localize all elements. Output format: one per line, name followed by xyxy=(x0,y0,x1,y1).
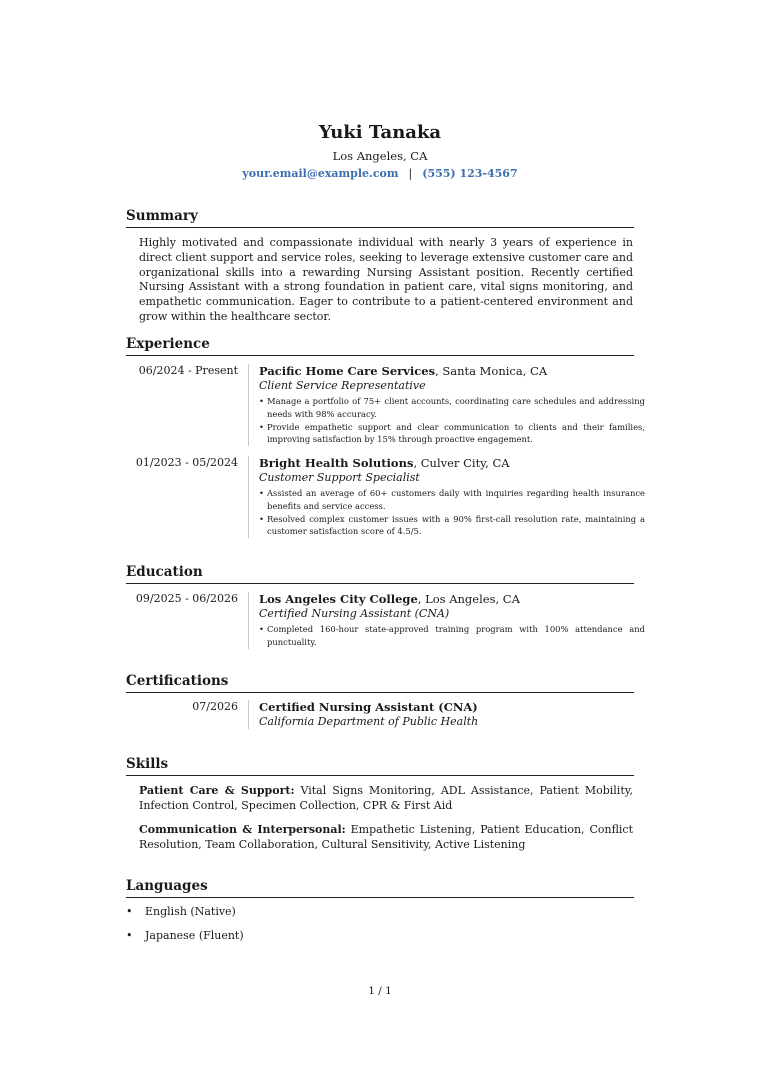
section-title-education: Education xyxy=(126,564,634,584)
entry-date: 09/2025 - 06/2026 xyxy=(135,592,238,605)
bullet: • xyxy=(126,905,133,918)
entry-date: 01/2023 - 05/2024 xyxy=(135,456,238,469)
entry-body xyxy=(248,592,645,649)
entry-org xyxy=(259,592,645,607)
candidate-location: Los Angeles, CA xyxy=(332,149,428,163)
entry-date: 07/2026 xyxy=(192,700,238,713)
list-item xyxy=(126,905,236,918)
org-name: Pacific Home Care Services xyxy=(259,364,436,378)
list-item: • Provide empathetic support and clear communication to clients and their families, improving satisfaction by 15% through proactive engagement. xyxy=(259,421,645,447)
entry-role: Certified Nursing Assistant (CNA) xyxy=(259,607,450,620)
cert-name: Certified Nursing Assistant (CNA) xyxy=(259,700,478,714)
language-name: English (Native) xyxy=(145,905,236,918)
language-name: Japanese (Fluent) xyxy=(145,929,244,942)
page-number: 1 / 1 xyxy=(368,985,392,997)
skill-label: Patient Care & Support: xyxy=(139,784,295,797)
entry-bullets xyxy=(259,623,645,649)
entry-bullets xyxy=(259,395,645,446)
list-item: • Assisted an average of 60+ customers daily with inquiries regarding health insurance benefits and service access. xyxy=(259,487,645,513)
entry-body xyxy=(248,456,645,538)
list-item: • Manage a portfolio of 75+ client accounts, coordinating care schedules and addressing needs with 98% accuracy. xyxy=(259,395,645,421)
list-item: • Completed 160-hour state-approved training program with 100% attendance and punctuality. xyxy=(259,623,645,649)
section-title-experience: Experience xyxy=(126,336,634,356)
skill-list: Empathetic Listening, Patient Education, Conflict Resolution, Team Collaboration, Cultural Sensitivity, Active Listening xyxy=(139,823,633,851)
bullet: • xyxy=(126,929,133,942)
entry-org xyxy=(259,456,645,471)
summary-text: Highly motivated and compassionate individual with nearly 3 years of experience in direct client support and service roles, seeking to leverage extensive customer care and organizational skills into a rewarding Nursing Assistant position. Recently certified Nursing Assistant with a strong foundation in patient care, vital signs monitoring, and empathetic communication. Eager to contribute to a patient-centered environment and grow within the healthcare sector. xyxy=(139,236,633,323)
entry-bullets xyxy=(259,487,645,538)
section-title-languages: Languages xyxy=(126,878,634,898)
email-link[interactable]: your.email@example.com xyxy=(242,167,399,180)
org-name: Los Angeles City College xyxy=(259,592,418,606)
list-item xyxy=(126,929,244,942)
cert-issuer: California Department of Public Health xyxy=(259,715,479,728)
skill-group xyxy=(139,783,633,813)
list-item: • Resolved complex customer issues with a 90% first-call resolution rate, maintaining a customer satisfaction score of 4.5/5. xyxy=(259,513,645,539)
skill-group xyxy=(139,822,633,852)
org-name: Bright Health Solutions xyxy=(259,456,414,470)
entry-date: 06/2024 - Present xyxy=(138,364,238,377)
phone-link[interactable]: (555) 123-4567 xyxy=(422,167,518,180)
org-place: , Los Angeles, CA xyxy=(417,592,520,606)
section-title-skills: Skills xyxy=(126,756,634,776)
org-place: , Culver City, CA xyxy=(413,456,510,470)
skill-label: Communication & Interpersonal: xyxy=(139,823,346,836)
entry-body xyxy=(248,700,645,729)
entry-body xyxy=(248,364,645,446)
contact-line xyxy=(0,167,760,180)
entry-org xyxy=(259,700,645,715)
contact-separator: | xyxy=(408,167,413,180)
entry-role: Client Service Representative xyxy=(259,379,426,392)
section-title-summary: Summary xyxy=(126,208,634,228)
skill-list: Vital Signs Monitoring, ADL Assistance, Patient Mobility, Infection Control, Specimen Collection, CPR & First Aid xyxy=(139,784,633,812)
org-place: , Santa Monica, CA xyxy=(435,364,548,378)
candidate-name: Yuki Tanaka xyxy=(318,122,442,143)
entry-org xyxy=(259,364,645,379)
section-title-certifications: Certifications xyxy=(126,673,634,693)
entry-role: Customer Support Specialist xyxy=(259,471,420,484)
